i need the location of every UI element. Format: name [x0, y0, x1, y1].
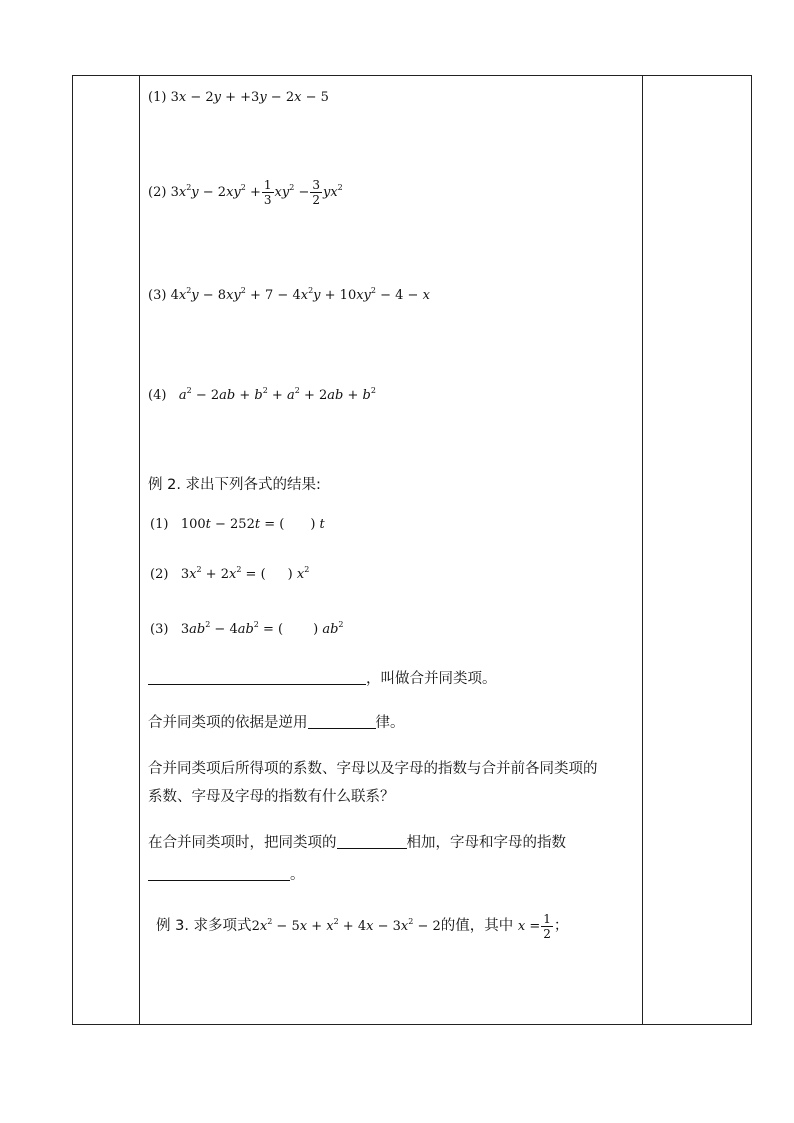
example-3-condition: x = $\frac{1}{2}$	[517, 912, 551, 941]
question-line-2: 系数、字母及字母的指数有什么联系？	[148, 789, 395, 805]
example-2-item-2-label: (2)	[150, 567, 169, 582]
basis-suffix: 律。	[375, 715, 405, 731]
rule-middle: 相加，字母和字母的指数	[406, 835, 566, 851]
example-3	[156, 912, 568, 941]
problem-3	[148, 287, 430, 305]
problem-3-expression: $4x^2y - 8xy^2 + 7 - 4x^2y + 10xy^2 - 4 - x$	[170, 286, 430, 303]
rule-blank-coefficients[interactable]	[337, 834, 407, 849]
rule-line-1	[148, 832, 566, 854]
example-2-item-2-expression: $3x^2 + 2x^2$ = ( ) $x^2$	[172, 565, 310, 582]
rule-line-2	[148, 864, 305, 886]
example-3-middle: 的值，其中	[440, 918, 514, 934]
rule-prefix: 在合并同类项时，把同类项的	[148, 835, 337, 851]
example-2-item-3	[150, 621, 344, 639]
fraction-one-half: $\frac{1}{2}$	[543, 912, 551, 941]
example-3-text: 例 3. 求多项式	[156, 918, 252, 934]
problem-3-label: (3)	[148, 288, 167, 303]
definition-suffix: ，叫做合并同类项。	[366, 671, 497, 687]
definition-blank[interactable]	[148, 670, 366, 685]
problem-4-expression: $a^2 - 2ab + b^2 + a^2 + 2ab + b^2$	[178, 386, 376, 403]
problem-2-expression: $3x^2y - 2xy^2$ + $\frac{1}{3}$ $xy^2$ − $\frac{3}{2}$ $yx^2$	[170, 178, 343, 207]
question-line-1: 合并同类项后所得项的系数、字母以及字母的指数与合并前各同类项的	[148, 761, 598, 777]
example-3-expression: $2x^2 - 5x + x^2 + 4x - 3x^2 - 2$	[251, 917, 441, 934]
problem-1-expression: 3x − 2y + +3y − 2x − 5	[170, 90, 329, 105]
example-2-item-2	[150, 566, 309, 584]
example-3-end: ；	[553, 918, 569, 934]
rule-end: 。	[290, 867, 305, 883]
example-2-item-3-expression: $3ab^2 - 4ab^2$ = ( ) $ab^2$	[172, 620, 344, 637]
basis-prefix: 合并同类项的依据是逆用	[148, 715, 308, 731]
basis-blank[interactable]	[308, 714, 376, 729]
problem-2-label: (2)	[148, 185, 167, 200]
example-2-item-3-label: (3)	[150, 622, 169, 637]
example-2-item-1-expression: 100t − 252t = ( ) t	[172, 517, 325, 532]
rule-blank-letters[interactable]	[148, 866, 290, 881]
problem-1	[148, 89, 329, 107]
fraction-one-third: $\frac{1}{3}$	[263, 178, 272, 207]
example-2-item-1	[150, 516, 325, 534]
definition-line	[148, 668, 497, 690]
example-2-item-1-label: (1)	[150, 517, 169, 532]
example-2-title: 例 2. 求出下列各式的结果:	[148, 477, 321, 493]
fraction-three-halves: $\frac{3}{2}$	[312, 178, 320, 207]
problem-4	[148, 387, 376, 405]
problem-4-label: (4)	[148, 388, 167, 403]
table-column-divider-left	[139, 75, 140, 1025]
basis-line	[148, 712, 405, 734]
problem-1-label: (1)	[148, 90, 167, 105]
table-column-divider-right	[642, 75, 643, 1025]
problem-2	[148, 178, 343, 207]
